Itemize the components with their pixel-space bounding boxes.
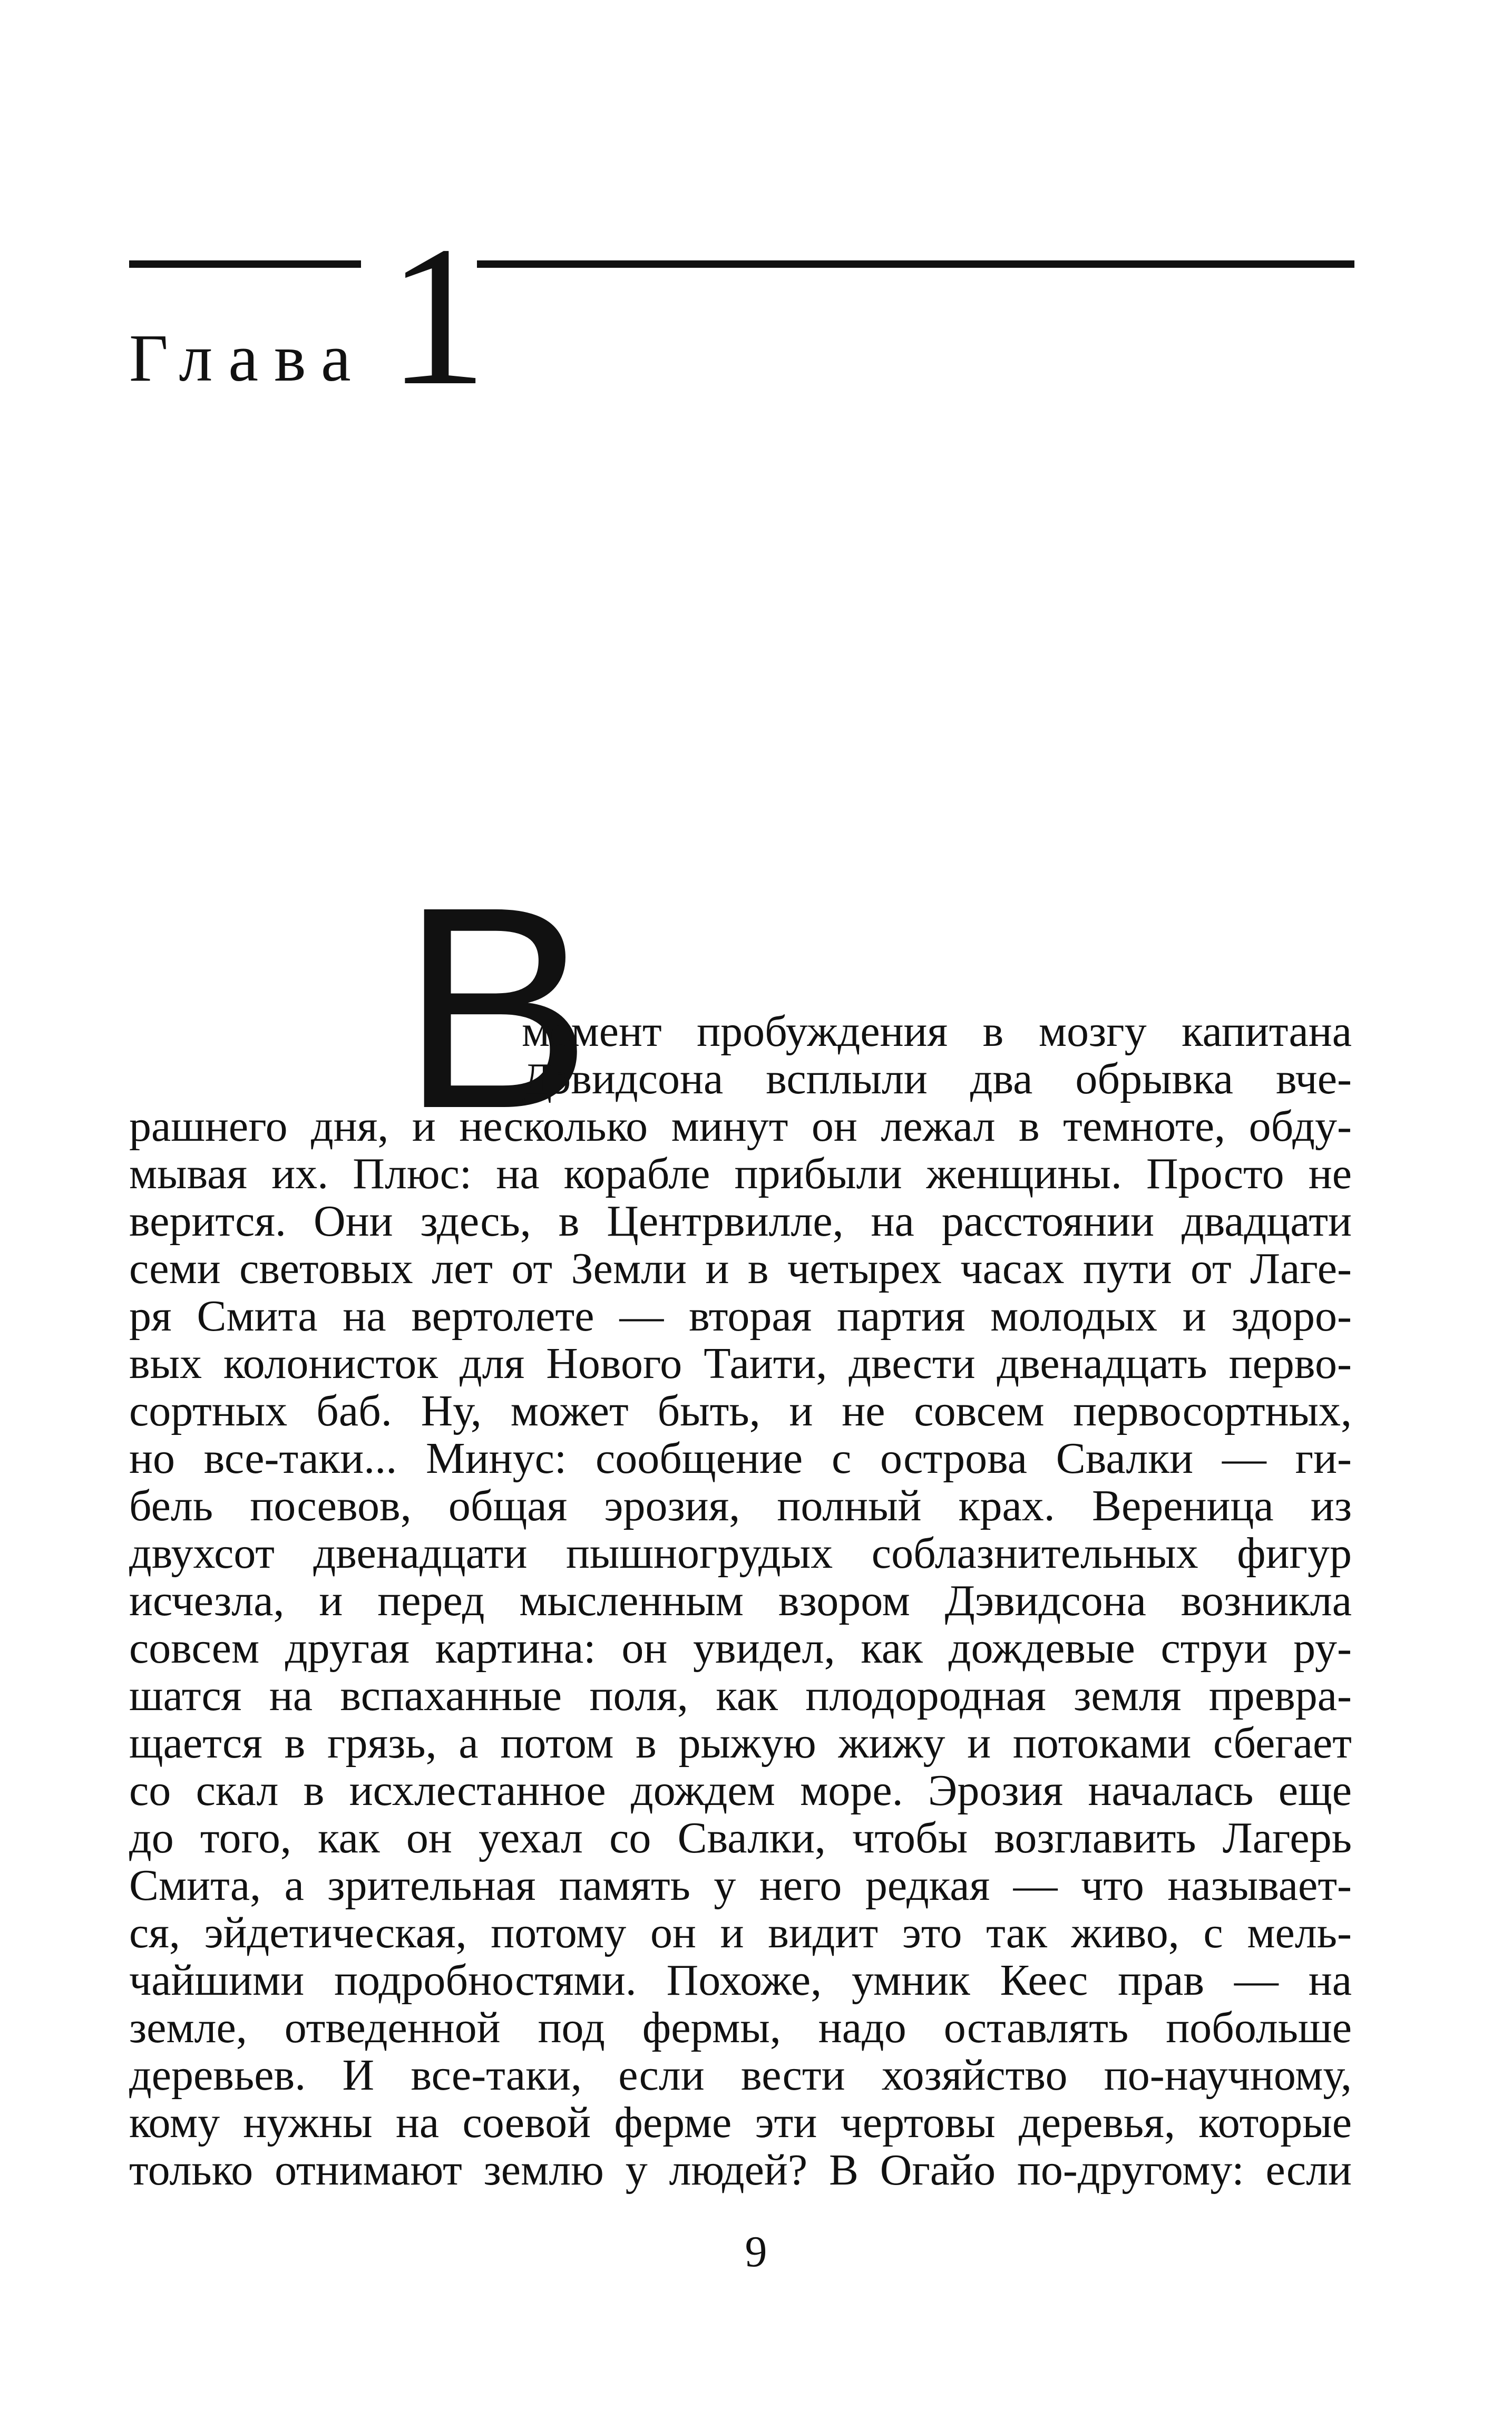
text-line: ря Смита на вертолете — вторая партия молодых и здоро- [129,1292,1352,1341]
text-line: мывая их. Плюс: на корабле прибыли женщины. Просто не [129,1149,1352,1198]
page-number: 9 [745,2227,767,2276]
text-line: чайшими подробностями. Похоже, умник Кеес прав — на [129,1956,1352,2005]
text-line: до того, как он уехал со Свалки, чтобы возглавить Лагерь [129,1813,1352,1862]
text-line: исчезла, и перед мысленным взором Дэвидсона возникла [129,1576,1352,1625]
text-line: Дэвидсона всплыли два обрывка вче- [522,1054,1352,1103]
text-line: Смита, а зрительная память у него редкая — что называет- [129,1861,1352,1910]
text-line: момент пробуждения в мозгу капитана [522,1007,1352,1056]
text-line: совсем другая картина: он увидел, как дождевые струи ру- [129,1624,1352,1673]
text-line: сортных баб. Ну, может быть, и не совсем первосортных, [129,1386,1352,1435]
text-line: кому нужны на соевой ферме эти чертовы деревья, которые [129,2098,1352,2147]
chapter-rule-right [477,260,1354,268]
text-line: двухсот двенадцати пышногрудых соблазнительных фигур [129,1529,1352,1578]
text-line: со скал в исхлестанное дождем море. Эрозия началась еще [129,1766,1352,1815]
text-line: только отнимают землю у людей? В Огайо по-другому: если [129,2146,1352,2195]
text-line: деревьев. И все-таки, если вести хозяйство по-научному, [129,2051,1352,2100]
text-line: бель посевов, общая эрозия, полный крах. Вереница из [129,1481,1352,1530]
text-line: земле, отведенной под фермы, надо оставлять побольше [129,2003,1352,2052]
text-line: но все-таки... Минус: сообщение с острова Свалки — ги- [129,1434,1352,1483]
text-line: верится. Они здесь, в Центрвилле, на расстоянии двадцати [129,1197,1352,1246]
text-line: шатся на вспаханные поля, как плодородная земля превра- [129,1671,1352,1720]
text-line: ся, эйдетическая, потому он и видит это так живо, с мель- [129,1908,1352,1957]
chapter-number: 1 [387,205,487,427]
chapter-rule-left [129,260,361,268]
text-line: щается в грязь, а потом в рыжую жижу и потоками сбегает [129,1719,1352,1768]
drop-cap: В [401,848,592,1168]
chapter-heading-word: Глава [129,321,367,395]
text-line: семи световых лет от Земли и в четырех часах пути от Лаге- [129,1244,1352,1293]
text-line: вых колонисток для Нового Таити, двести двенадцать перво- [129,1339,1352,1388]
text-line: рашнего дня, и несколько минут он лежал в темноте, обду- [129,1102,1352,1151]
